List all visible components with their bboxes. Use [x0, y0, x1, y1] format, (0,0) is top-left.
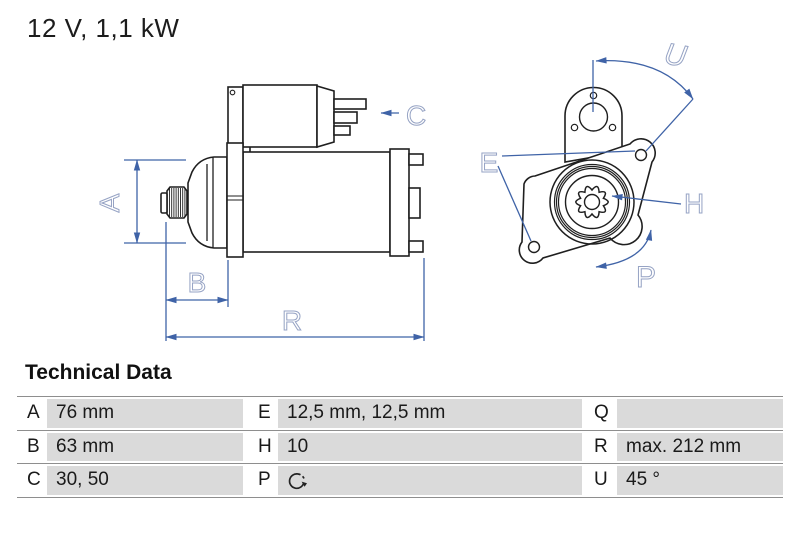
- table-key-b: B: [17, 431, 47, 464]
- dimension-label-a: A: [94, 193, 125, 213]
- table-row: [17, 430, 783, 464]
- terminal-stud: [334, 126, 350, 135]
- dimension-label-u: U: [661, 37, 689, 74]
- table-value-u: 45 °: [617, 464, 783, 497]
- page-title: 12 V, 1,1 kW: [27, 13, 180, 43]
- flange-plate: [227, 143, 243, 257]
- table-key-h: H: [243, 431, 278, 464]
- table-value-q: [617, 397, 783, 430]
- dimension-label-b: B: [187, 267, 207, 298]
- dimension-label-p: P: [635, 261, 657, 294]
- table-row: [17, 463, 783, 497]
- end-cap: [390, 149, 423, 256]
- table-value-p: [278, 464, 582, 497]
- table-row: [17, 396, 783, 430]
- pinion-gear: [161, 187, 187, 218]
- solenoid: [228, 85, 366, 147]
- technical-data-table: [17, 396, 783, 498]
- table-key-r: R: [582, 431, 617, 464]
- starter-front-view: [519, 88, 655, 264]
- terminal-stud: [334, 99, 366, 109]
- motor-body: [243, 147, 390, 252]
- table-key-e: E: [243, 397, 278, 430]
- starter-side-view: [161, 85, 423, 257]
- flange-hole: [636, 150, 647, 161]
- table-key-p: P: [243, 464, 278, 497]
- table-value-a: 76 mm: [47, 397, 243, 430]
- pinion-gear-front: [576, 187, 608, 218]
- table-key-a: A: [17, 397, 47, 430]
- dimension-label-h: H: [684, 188, 705, 219]
- table-value-b: 63 mm: [47, 431, 243, 464]
- table-key-c: C: [17, 464, 47, 497]
- table-value-h: 10: [278, 431, 582, 464]
- table-key-q: Q: [582, 397, 617, 430]
- dimension-label-c: C: [406, 100, 427, 131]
- table-value-c: 30, 50: [47, 464, 243, 497]
- terminal-stud: [334, 112, 357, 123]
- flange-hole: [529, 242, 540, 253]
- table-value-r: max. 212 mm: [617, 431, 783, 464]
- rotation-clockwise-icon: [287, 471, 309, 491]
- technical-data-heading: Technical Data: [25, 361, 172, 384]
- dimension-label-e: E: [479, 147, 499, 178]
- table-value-e: 12,5 mm, 12,5 mm: [278, 397, 582, 430]
- dimension-label-r: R: [281, 305, 303, 336]
- bell-housing: [188, 157, 227, 248]
- shaft-cap: [161, 193, 167, 213]
- table-key-u: U: [582, 464, 617, 497]
